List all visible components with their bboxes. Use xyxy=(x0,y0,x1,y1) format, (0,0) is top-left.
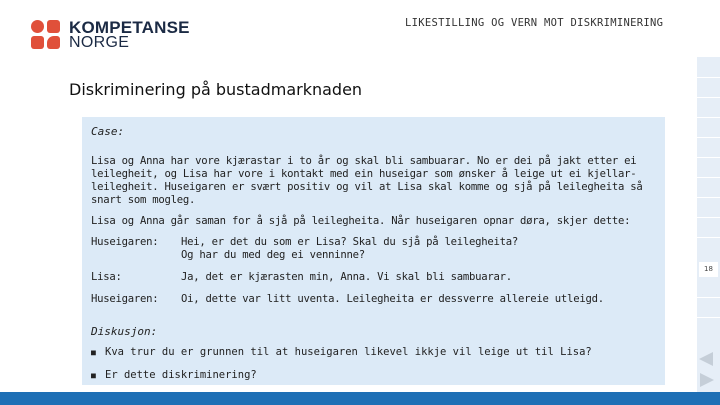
logo-line1: KOMPETANSE xyxy=(69,18,190,37)
discussion-item-text: Kva trur du er grunnen til at huseigaren likevel ikkje vil leige ut til Lisa? xyxy=(105,346,592,358)
bullet-icon: ■ xyxy=(91,348,96,357)
bottom-bar xyxy=(0,392,720,405)
bullet-icon: ■ xyxy=(91,371,96,380)
dialog xyxy=(91,236,657,306)
case-paragraph-1-line: snart som mogleg. xyxy=(91,194,196,206)
slide-thumbnail-strip[interactable] xyxy=(697,57,720,392)
case-paragraph-1 xyxy=(91,155,657,207)
case-paragraph-1-line: leilegheit, og Lisa har vore i kontakt med ein huseigar som ønsker å leige ut ei kjellar- xyxy=(91,168,637,180)
dialog-line: Hei, er det du som er Lisa? Skal du sjå på leilegheita? xyxy=(181,236,519,248)
dialog-line: Og har du med deg ei venninne? xyxy=(181,249,365,261)
dialog-speaker: Huseigaren: xyxy=(91,293,159,305)
dialog-line: Oi, dette var litt uventa. Leilegheita er dessverre allereie utleigd. xyxy=(181,293,604,305)
list-item xyxy=(91,369,657,382)
dialog-row xyxy=(91,271,657,284)
dialog-speaker: Lisa: xyxy=(91,271,122,283)
logo-mark-icon xyxy=(31,20,61,50)
case-paragraph-1-line: Lisa og Anna har vore kjærastar i to år og skal bli sambuarar. No er dei på jakt etter ei xyxy=(91,155,637,167)
next-slide-icon[interactable] xyxy=(700,373,714,387)
case-box xyxy=(82,117,665,385)
list-item xyxy=(91,346,657,359)
dialog-row xyxy=(91,293,657,306)
dialog-speaker: Huseigaren: xyxy=(91,236,159,248)
dialog-line: Ja, det er kjærasten min, Anna. Vi skal bli sambuarar. xyxy=(181,271,512,283)
case-label: Case: xyxy=(91,125,125,138)
logo-line2: NORGE xyxy=(69,34,130,51)
slide-title: Diskriminering på bustadmarknaden xyxy=(69,80,363,99)
header-title: LIKESTILLING OG VERN MOT DISKRIMINERING xyxy=(405,17,664,29)
case-paragraph-1-line: leilegheit. Huseigaren er svært positiv og vil at Lisa skal komme og sjå på leilegheita så xyxy=(91,181,643,193)
previous-slide-icon[interactable] xyxy=(699,352,713,366)
case-paragraph-2: Lisa og Anna går saman for å sjå på leilegheita. Når huseigaren opnar døra, skjer dette: xyxy=(91,215,631,227)
discussion-list xyxy=(91,346,657,382)
page-number: 18 xyxy=(699,262,718,277)
dialog-row xyxy=(91,236,657,262)
logo xyxy=(31,19,190,51)
discussion-item-text: Er dette diskriminering? xyxy=(105,369,257,381)
discussion-label: Diskusjon: xyxy=(91,325,158,338)
